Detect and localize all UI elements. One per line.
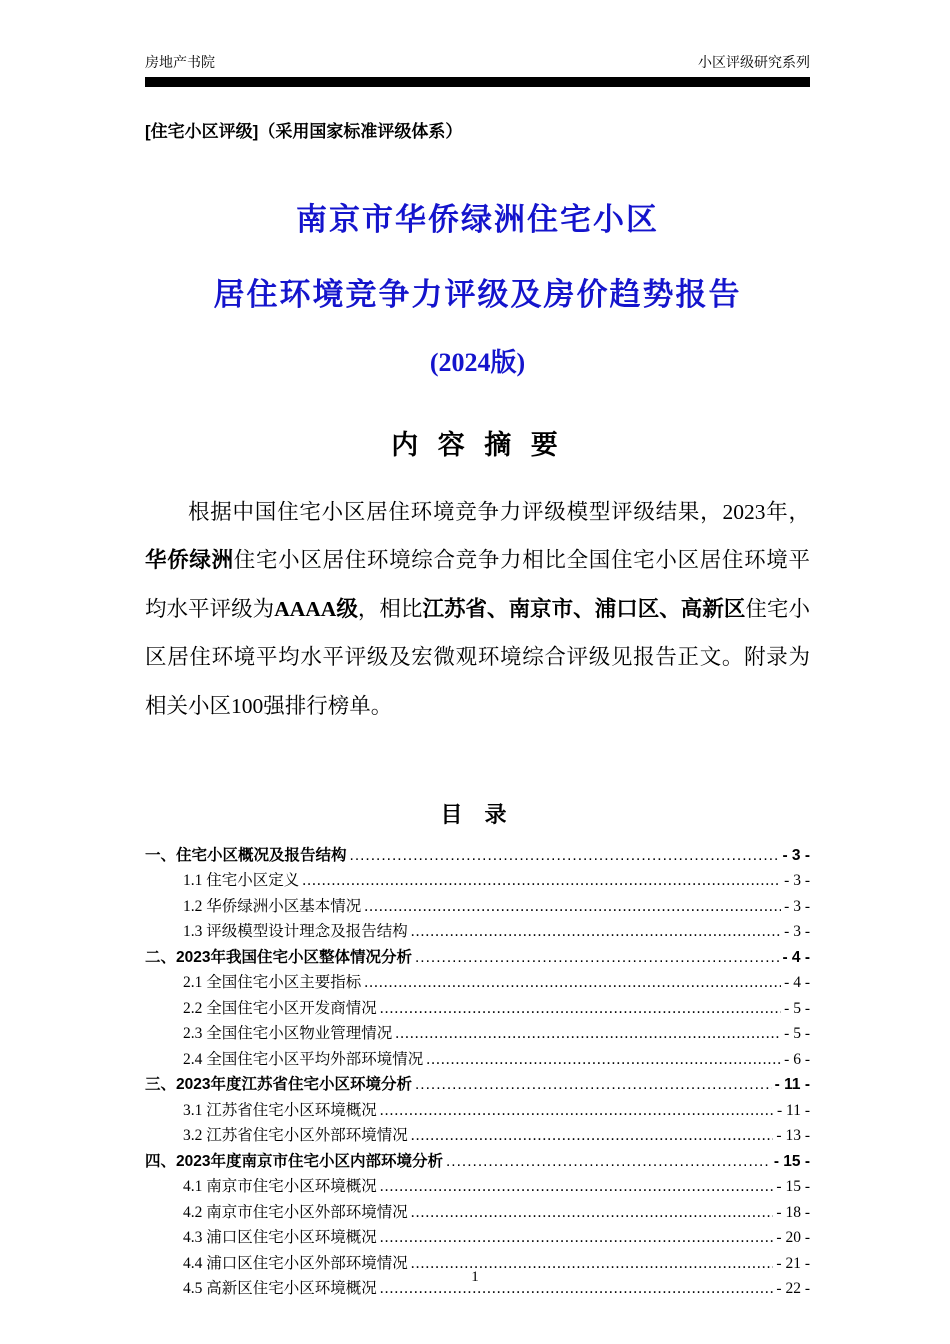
toc-entry-page: - 3 - xyxy=(784,923,810,941)
toc-leader-dots xyxy=(350,843,780,869)
toc-entry[interactable] xyxy=(145,1174,810,1200)
toc-entry-page: - 22 - xyxy=(776,1280,810,1298)
rating-system-note: [住宅小区评级]（采用国家标准评级体系） xyxy=(145,122,463,141)
abstract-segment: 华侨绿洲 xyxy=(145,548,234,573)
toc-entry-page: - 5 - xyxy=(784,1025,810,1043)
toc-entry[interactable] xyxy=(145,868,810,894)
abstract-paragraph xyxy=(145,488,810,730)
toc-entry-page: - 13 - xyxy=(776,1127,810,1145)
toc-leader-dots xyxy=(364,970,781,996)
toc-entry-page: - 18 - xyxy=(776,1203,810,1221)
document-header xyxy=(145,52,810,87)
toc-entry-label: 4.2 南京市住宅小区外部环境情况 xyxy=(183,1203,408,1221)
toc-leader-dots xyxy=(380,1098,774,1124)
toc-list xyxy=(145,843,810,1302)
header-left-text: 房地产书院 xyxy=(145,54,215,70)
toc-entry-label: 3.2 江苏省住宅小区外部环境情况 xyxy=(183,1127,408,1145)
toc-leader-dots xyxy=(364,894,781,920)
toc-entry-label: 1.2 华侨绿洲小区基本情况 xyxy=(183,897,362,915)
toc-entry-page: - 20 - xyxy=(776,1229,810,1247)
toc-entry-label: 二、2023年我国住宅小区整体情况分析 xyxy=(145,948,412,966)
report-title-edition: (2024版) xyxy=(429,348,526,377)
toc-entry[interactable] xyxy=(145,894,810,920)
toc-entry[interactable] xyxy=(145,1021,810,1047)
toc-leader-dots xyxy=(415,945,779,971)
toc-entry[interactable] xyxy=(145,1200,810,1226)
toc-entry-label: 4.1 南京市住宅小区环境概况 xyxy=(183,1178,377,1196)
toc-entry-page: - 11 - xyxy=(777,1101,810,1119)
toc-entry-label: 2.2 全国住宅小区开发商情况 xyxy=(183,999,377,1017)
toc-entry-label: 2.3 全国住宅小区物业管理情况 xyxy=(183,1025,393,1043)
toc-entry-label: 1.3 评级模型设计理念及报告结构 xyxy=(183,923,408,941)
toc-leader-dots xyxy=(380,1174,774,1200)
toc-entry-label: 3.1 江苏省住宅小区环境概况 xyxy=(183,1101,377,1119)
toc-leader-dots xyxy=(395,1021,781,1047)
toc-entry[interactable] xyxy=(145,1123,810,1149)
toc-leader-dots xyxy=(415,1072,772,1098)
toc-entry[interactable] xyxy=(145,996,810,1022)
abstract-heading: 内 容 摘 要 xyxy=(391,430,564,460)
toc-entry-label: 1.1 住宅小区定义 xyxy=(183,872,300,890)
toc-entry[interactable] xyxy=(145,945,810,971)
toc-entry-page: - 6 - xyxy=(784,1050,810,1068)
toc-entry-page: - 3 - xyxy=(784,872,810,890)
toc-entry-label: 4.5 高新区住宅小区环境概况 xyxy=(183,1280,377,1298)
toc-entry[interactable] xyxy=(145,1149,810,1175)
toc-entry-page: - 3 - xyxy=(784,897,810,915)
abstract-segment: 住宅小区居住环境综合竞争力相比全国住宅小区居住环境平均水平评级为 xyxy=(145,548,810,621)
toc-entry-page: - 4 - xyxy=(784,974,810,992)
toc-entry[interactable] xyxy=(145,1225,810,1251)
toc-leader-dots xyxy=(411,1123,774,1149)
toc-leader-dots xyxy=(380,1225,774,1251)
abstract-segment: 江苏省、南京市、浦口区、高新区 xyxy=(422,596,746,621)
toc-entry-page: - 21 - xyxy=(776,1254,810,1272)
abstract-segment: 住宅小区居住环境平均水平评级及宏微观环境综合评级见报告正文。附录为相关小区100强排行榜单。 xyxy=(145,596,810,718)
toc-entry[interactable] xyxy=(145,843,810,869)
toc-entry[interactable] xyxy=(145,919,810,945)
toc-entry[interactable] xyxy=(145,1072,810,1098)
toc-leader-dots xyxy=(380,996,781,1022)
toc-entry-page: - 4 - xyxy=(782,948,810,966)
abstract-segment: ，相比 xyxy=(357,596,423,621)
page-number: 1 xyxy=(471,1269,479,1285)
toc-entry-label: 2.1 全国住宅小区主要指标 xyxy=(183,974,362,992)
header-right-text: 小区评级研究系列 xyxy=(698,54,810,70)
toc-entry-page: - 5 - xyxy=(784,999,810,1017)
toc-leader-dots xyxy=(426,1047,781,1073)
toc-entry-label: 2.4 全国住宅小区平均外部环境情况 xyxy=(183,1050,424,1068)
toc-entry-label: 三、2023年度江苏省住宅小区环境分析 xyxy=(145,1076,412,1094)
abstract-segment: 根据中国住宅小区居住环境竞争力评级模型评级结果，2023年， xyxy=(188,500,810,524)
toc-heading: 目 录 xyxy=(440,801,515,827)
toc-entry[interactable] xyxy=(145,1098,810,1124)
toc-leader-dots xyxy=(411,919,781,945)
report-title-line1: 南京市华侨绿洲住宅小区 xyxy=(296,202,659,237)
title-block xyxy=(145,194,810,379)
toc-entry[interactable] xyxy=(145,970,810,996)
toc-entry-label: 四、2023年度南京市住宅小区内部环境分析 xyxy=(145,1152,443,1170)
toc-leader-dots xyxy=(302,868,781,894)
toc-entry-label: 一、住宅小区概况及报告结构 xyxy=(145,846,347,864)
toc-entry-page: - 3 - xyxy=(782,846,810,864)
toc-entry-page: - 15 - xyxy=(776,1178,810,1196)
abstract-segment: AAAA级 xyxy=(274,596,358,621)
toc-entry-label: 4.4 浦口区住宅小区外部环境情况 xyxy=(183,1254,408,1272)
toc-leader-dots xyxy=(411,1200,774,1226)
toc-entry[interactable] xyxy=(145,1047,810,1073)
report-title-line2: 居住环境竞争力评级及房价趋势报告 xyxy=(213,277,742,312)
toc-entry-page: - 15 - xyxy=(773,1152,810,1170)
toc-entry-page: - 11 - xyxy=(774,1076,810,1094)
toc-leader-dots xyxy=(446,1149,771,1175)
toc-entry-label: 4.3 浦口区住宅小区环境概况 xyxy=(183,1229,377,1247)
